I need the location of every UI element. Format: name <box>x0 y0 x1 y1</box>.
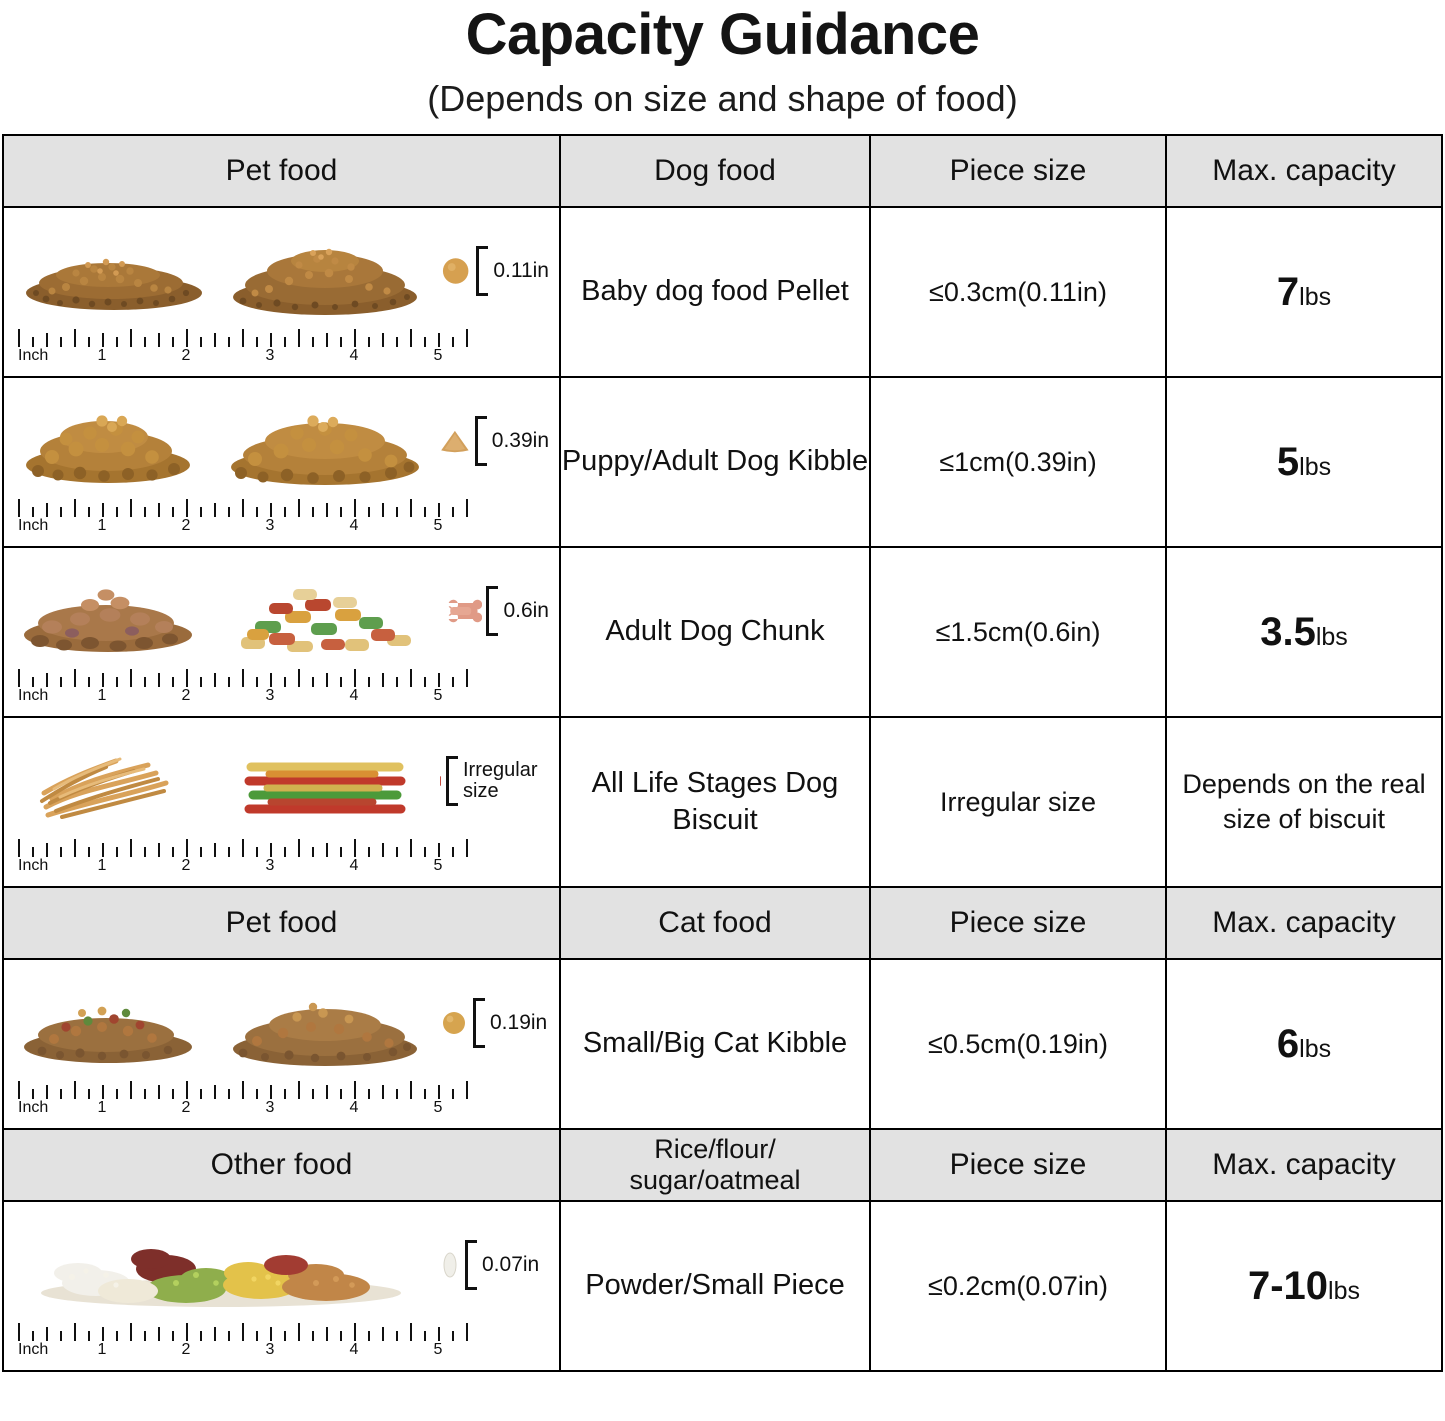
capacity-value: 3.5 <box>1260 609 1316 654</box>
jerky-strips-icon <box>16 729 211 833</box>
capacity-unit: lbs <box>1299 282 1332 311</box>
header-piece-size: Piece size <box>870 1129 1166 1201</box>
food-name: Adult Dog Chunk <box>560 547 870 717</box>
header-max-capacity: Max. capacity <box>1166 887 1442 959</box>
ruler-numbers <box>18 857 549 877</box>
measure-indicator <box>473 993 547 1053</box>
single-cat-kibble-icon <box>439 1008 469 1038</box>
table-row <box>3 959 1442 1129</box>
ruler-unit-label: Inch <box>18 346 49 364</box>
single-piece-and-measure <box>439 559 549 663</box>
table-row <box>3 377 1442 547</box>
food-sample-cell <box>3 547 560 717</box>
ruler-number: 2 <box>181 1098 191 1116</box>
inch-ruler <box>18 835 549 879</box>
kibble-heap-icon <box>225 389 425 493</box>
ruler-number: 4 <box>349 1340 359 1358</box>
ruler-number: 1 <box>97 1098 107 1116</box>
capacity-guidance-page <box>0 2 1445 1421</box>
header-piece-size: Piece size <box>870 135 1166 207</box>
inch-ruler <box>18 325 549 369</box>
chunk-pile-icon <box>16 559 211 663</box>
ruler-number: 5 <box>433 346 443 364</box>
kibble-pile-heap <box>225 219 425 323</box>
inch-ruler <box>18 1077 549 1121</box>
page-subtitle: (Depends on size and shape of food) <box>427 77 1018 119</box>
cat-kibble-pile-heap <box>225 971 425 1075</box>
ruler-number: 4 <box>349 686 359 704</box>
dried-chicken-strips <box>16 729 211 833</box>
sample-images <box>4 963 559 1075</box>
kibble-pile-flat <box>16 389 211 493</box>
sample-images <box>4 381 559 493</box>
single-pellet-icon <box>439 254 472 288</box>
piece-size: Irregular size <box>870 717 1166 887</box>
ruler-numbers <box>18 1099 549 1119</box>
food-name: Baby dog food Pellet <box>560 207 870 377</box>
capacity-unit: lbs <box>1328 1276 1361 1305</box>
measure-indicator <box>476 241 549 301</box>
food-sample-cell <box>3 1201 560 1371</box>
page-title: Capacity Guidance <box>465 2 980 67</box>
food-name: All Life Stages Dog Biscuit <box>560 717 870 887</box>
capacity-unit: lbs <box>1315 622 1348 651</box>
max-capacity <box>1166 547 1442 717</box>
table-header-cat <box>3 887 1442 959</box>
max-capacity <box>1166 207 1442 377</box>
measure-bracket-icon <box>475 416 487 466</box>
bone-biscuit-icon <box>439 593 482 629</box>
capacity-unit: lbs <box>1299 1034 1332 1063</box>
capacity-value: 7-10 <box>1247 1263 1329 1308</box>
food-sample-cell <box>3 207 560 377</box>
ruler-number: 2 <box>181 686 191 704</box>
ruler-ticks <box>18 1319 549 1341</box>
measure-bracket-icon <box>465 1240 477 1290</box>
ruler-number: 4 <box>349 1098 359 1116</box>
ruler-number: 1 <box>97 856 107 874</box>
colored-chunk-pile-icon <box>225 559 425 663</box>
single-piece-and-measure <box>439 219 549 323</box>
ruler-number: 2 <box>181 346 191 364</box>
capacity-unit: lbs <box>1299 452 1332 481</box>
measure-indicator <box>486 581 549 641</box>
chunk-pile <box>16 559 211 663</box>
measure-label: 0.39in <box>491 428 549 452</box>
measure-label: 0.6in <box>503 598 549 622</box>
measure-bracket-icon <box>446 756 458 806</box>
capacity-value: 6 <box>1276 1021 1300 1066</box>
piece-size: ≤0.2cm(0.07in) <box>870 1201 1166 1371</box>
single-piece-and-measure <box>439 389 549 493</box>
ruler-unit-label: Inch <box>18 1098 49 1116</box>
ruler-numbers <box>18 347 549 367</box>
colored-biscuit-pile <box>225 559 425 663</box>
header-rice-flour <box>560 1129 870 1201</box>
table-header-other <box>3 1129 1442 1201</box>
max-capacity <box>1166 1201 1442 1371</box>
capacity-table <box>2 134 1443 1372</box>
pellet-heap-icon <box>225 219 425 323</box>
measure-indicator <box>475 411 549 471</box>
piece-size: ≤0.3cm(0.11in) <box>870 207 1166 377</box>
ruler-number: 5 <box>433 516 443 534</box>
food-name: Powder/Small Piece <box>560 1201 870 1371</box>
header-max-capacity: Max. capacity <box>1166 1129 1442 1201</box>
max-capacity <box>1166 377 1442 547</box>
kibble-pile-icon <box>16 389 211 493</box>
measure-label: Irregular size <box>463 758 538 802</box>
ruler-number: 1 <box>97 346 107 364</box>
ruler-number: 4 <box>349 516 359 534</box>
measure-indicator <box>465 1235 539 1295</box>
ruler-number: 5 <box>433 686 443 704</box>
measure-label: 0.11in <box>493 258 549 282</box>
max-capacity <box>1166 959 1442 1129</box>
piece-size: ≤1.5cm(0.6in) <box>870 547 1166 717</box>
sample-images <box>4 211 559 323</box>
ruler-number: 3 <box>265 856 275 874</box>
food-name: Small/Big Cat Kibble <box>560 959 870 1129</box>
colored-sticks-icon <box>225 729 425 833</box>
header-rice-flour-line2: sugar/oatmeal <box>629 1164 801 1195</box>
header-cat-food: Cat food <box>560 887 870 959</box>
measure-bracket-icon <box>473 998 485 1048</box>
sample-images <box>4 1205 559 1317</box>
table-row <box>3 207 1442 377</box>
cat-kibble-pile-flat <box>16 971 211 1075</box>
ruler-number: 1 <box>97 1340 107 1358</box>
ruler-number: 2 <box>181 1340 191 1358</box>
ruler-ticks <box>18 835 549 857</box>
kibble-pile-heap <box>225 389 425 493</box>
measure-indicator <box>446 751 549 811</box>
ruler-number: 1 <box>97 686 107 704</box>
measure-bracket-icon <box>476 246 488 296</box>
header-dog-food: Dog food <box>560 135 870 207</box>
inch-ruler <box>18 665 549 709</box>
capacity-value: 5 <box>1276 439 1300 484</box>
header-piece-size: Piece size <box>870 887 1166 959</box>
ruler-ticks <box>18 325 549 347</box>
table-row <box>3 547 1442 717</box>
single-piece-and-measure <box>439 971 549 1075</box>
food-name: Puppy/Adult Dog Kibble <box>560 377 870 547</box>
ruler-unit-label: Inch <box>18 686 49 704</box>
inch-ruler <box>18 495 549 539</box>
ruler-number: 3 <box>265 1340 275 1358</box>
table-header-dog <box>3 135 1442 207</box>
sample-images <box>4 551 559 663</box>
single-stick-icon <box>439 745 442 817</box>
table-row <box>3 717 1442 887</box>
capacity-value: 7 <box>1276 269 1300 314</box>
piece-size: ≤1cm(0.39in) <box>870 377 1166 547</box>
measure-label: 0.07in <box>482 1252 540 1276</box>
max-capacity: Depends on the real size of biscuit <box>1166 717 1442 887</box>
ruler-number: 3 <box>265 686 275 704</box>
single-grain-icon <box>439 1245 461 1285</box>
table-row <box>3 1201 1442 1371</box>
ruler-number: 3 <box>265 516 275 534</box>
ruler-number: 3 <box>265 1098 275 1116</box>
measure-bracket-icon <box>486 586 498 636</box>
ruler-number: 2 <box>181 856 191 874</box>
single-piece-and-measure <box>439 1213 549 1317</box>
ruler-number: 5 <box>433 1098 443 1116</box>
header-pet-food: Pet food <box>3 135 560 207</box>
ruler-numbers <box>18 687 549 707</box>
single-piece-and-measure <box>439 729 549 833</box>
piece-size: ≤0.5cm(0.19in) <box>870 959 1166 1129</box>
ruler-unit-label: Inch <box>18 1340 49 1358</box>
inch-ruler <box>18 1319 549 1363</box>
food-sample-cell <box>3 959 560 1129</box>
ruler-ticks <box>18 665 549 687</box>
ruler-number: 5 <box>433 856 443 874</box>
ruler-number: 3 <box>265 346 275 364</box>
ruler-number: 2 <box>181 516 191 534</box>
ruler-ticks <box>18 495 549 517</box>
cat-kibble-heap-icon <box>225 971 425 1075</box>
header-other-food: Other food <box>3 1129 560 1201</box>
ruler-numbers <box>18 1341 549 1361</box>
colorful-sticks <box>225 729 425 833</box>
header-rice-flour-line1: Rice/flour/ <box>654 1133 776 1164</box>
header-pet-food: Pet food <box>3 887 560 959</box>
pellet-pile-icon <box>16 219 211 323</box>
header-max-capacity: Max. capacity <box>1166 135 1442 207</box>
mixed-grains-icon <box>16 1213 426 1317</box>
grains-pile <box>16 1213 426 1317</box>
ruler-number: 4 <box>349 346 359 364</box>
cat-kibble-pile-icon <box>16 971 211 1075</box>
ruler-number: 1 <box>97 516 107 534</box>
single-kibble-triangle-icon <box>439 421 471 461</box>
food-sample-cell <box>3 717 560 887</box>
kibble-pile-flat <box>16 219 211 323</box>
measure-label: 0.19in <box>490 1010 548 1034</box>
ruler-ticks <box>18 1077 549 1099</box>
ruler-number: 5 <box>433 1340 443 1358</box>
ruler-unit-label: Inch <box>18 516 49 534</box>
ruler-unit-label: Inch <box>18 856 49 874</box>
ruler-numbers <box>18 517 549 537</box>
sample-images <box>4 721 559 833</box>
ruler-number: 4 <box>349 856 359 874</box>
food-sample-cell <box>3 377 560 547</box>
